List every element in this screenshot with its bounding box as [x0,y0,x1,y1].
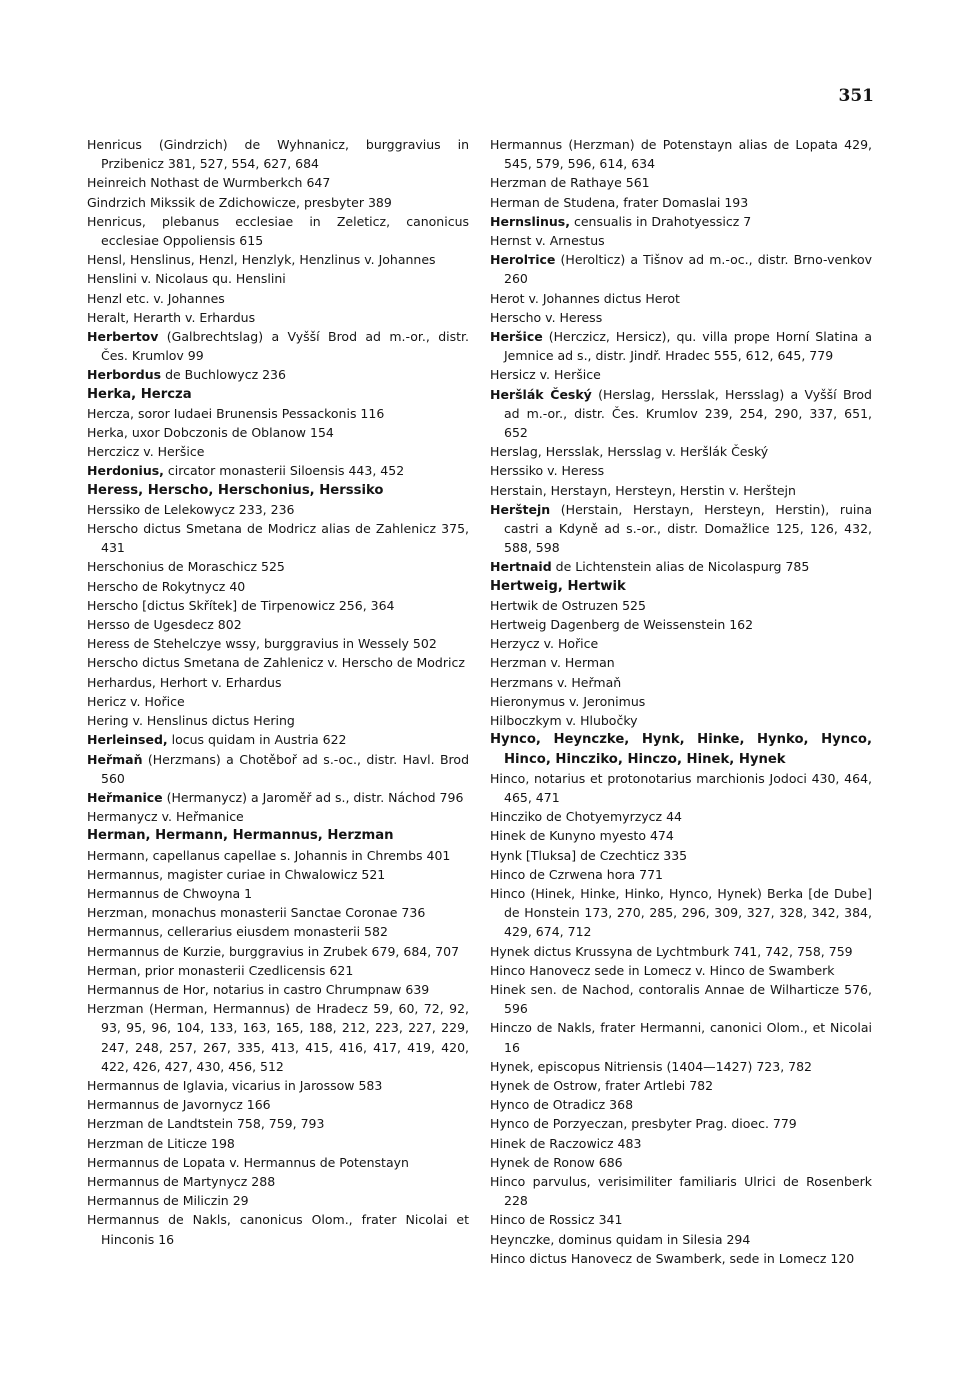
index-headword: Herleinsed, [87,732,168,748]
index-text: de Buchlowycz 236 [161,367,286,383]
index-entry [490,1114,872,1133]
index-entry [87,653,469,672]
index-entry [87,135,469,173]
index-text: Herssiko v. Heress [490,463,605,479]
index-text: Herzman de Liticze 198 [87,1135,235,1151]
index-entry [490,577,872,596]
index-text: Hermannus, magister curiae in Chwalowicz 521 [87,866,386,882]
index-entry [490,634,872,653]
index-entry [490,289,872,308]
index-entry [490,1249,872,1268]
index-entry [490,865,872,884]
index-entry [87,846,469,865]
index-text: Hinczo de Nakls, frater Hermanni, canonici Olom., et Nicolai 16 [490,1020,872,1055]
index-text: Herhardus, Herhort v. Erhardus [87,674,282,690]
index-text: Heress de Stehelczye wssy, burggravius in Wessely 502 [87,636,437,652]
index-text: Herzman v. Herman [490,655,615,671]
index-text: Gindrzich Mikssik de Zdichowicze, presbyter 389 [87,194,392,210]
index-entry [87,193,469,212]
index-text: Hermannus de Javornycz 166 [87,1097,271,1113]
index-entry [87,826,469,845]
index-text: Henzl etc. v. Johannes [87,290,225,306]
index-entry [87,481,469,500]
index-entry [490,826,872,845]
index-text: censualis in Drahotyessicz 7 [570,213,752,229]
index-headword: Heřmanice [87,789,163,805]
index-entry [87,308,469,327]
index-entry [490,711,872,730]
index-entry [87,289,469,308]
index-text: Herzman de Landtstein 758, 759, 793 [87,1116,325,1132]
index-entry [490,1018,872,1056]
index-column-left [87,135,469,1249]
index-text: Hinek sen. de Nachod, contoralis Annae de Wilharticze 576, 596 [490,981,872,1017]
index-entry [87,711,469,730]
index-text: Hermannus de Martynycz 288 [87,1173,276,1189]
index-headword: Hernslinus, [490,213,570,229]
index-entry [87,423,469,442]
index-text: Herscho de Rokytnycz 40 [87,578,246,594]
index-text: Herscho dictus Smetana de Modricz alias de Zahlenicz 375, 431 [87,521,469,556]
index-entry [87,884,469,903]
index-headword: Herka, Hercza [87,386,192,402]
index-text: Hermannus de Nakls, canonicus Olom., frater Nicolai et Hinconis 16 [87,1212,469,1247]
index-text: Hynek dictus Krussyna de Lychtmburk 741, 742, 758, 759 [490,943,853,959]
index-entry [87,461,469,480]
index-entry [490,1210,872,1229]
index-entry [490,730,872,768]
index-entry [490,673,872,692]
index-text: Hinco de Czrwena hora 771 [490,866,663,882]
index-text: (Herslag, Hersslak, Hersslag) a Vyšší Brod ad m.-or., distr. Čes. Krumlov 239, 254, 290, 337, 651, 652 [504,386,872,441]
index-text: Hermannus de Chwoyna 1 [87,885,253,901]
index-entry [87,1114,469,1133]
index-entry [490,365,872,384]
index-entry [490,884,872,942]
index-entry [87,250,469,269]
index-text: Hincziko de Chotyemyrzycz 44 [490,809,682,825]
index-headword: Heršlák Český [490,386,592,402]
index-text: Herot v. Johannes dictus Herot [490,290,680,306]
index-entry [490,500,872,558]
index-text: locus quidam in Austria 622 [167,732,347,748]
index-text: Henricus, plebanus ecclesiae in Zeleticz, canonicus ecclesiae Oppoliensis 615 [87,213,469,249]
index-text: Hernst v. Arnestus [490,233,605,249]
index-text: (Herzmans) a Chotěboř ad s.-oc., distr. Havl. Brod 560 [101,751,469,786]
index-entry [490,385,872,443]
index-text: Heynczke, dominus quidam in Silesia 294 [490,1231,751,1247]
index-text: Herka, uxor Dobczonis de Oblanow 154 [87,425,334,441]
index-entry [87,634,469,653]
index-text: Herscho dictus Smetana de Zahlenicz v. Herscho de Modricz [87,655,465,671]
index-text: Hermannus (Herzman) de Potenstayn alias de Lopata 429, 545, 579, 596, 614, 634 [490,137,872,172]
index-text: Hercza, soror Iudaei Brunensis Pessackonis 116 [87,405,385,421]
index-entry [87,750,469,788]
index-text: Heinreich Nothast de Wurmberkch 647 [87,175,331,191]
index-text: Hermannus de Iglavia, vicarius in Jarossow 583 [87,1077,383,1093]
index-text: (Herstain, Herstayn, Hersteyn, Herstin), ruina castri a Kdyně ad s.-or., distr. Domažlice 125, 126, 432, 588, 598 [504,501,872,556]
index-text: Hensl, Henslinus, Henzl, Henzlyk, Henzlinus v. Johannes [87,252,436,268]
index-entry [87,1210,469,1248]
index-entry [87,404,469,423]
index-text: circator monasterii Siloensis 443, 452 [163,463,405,479]
index-headword: Herolтice [490,252,556,268]
index-entry [87,922,469,941]
index-text: Hermann, capellanus capellae s. Johannis in Chrembs 401 [87,847,451,863]
index-entry [87,327,469,365]
index-text: (Galbrechtslag) a Vyšší Brod ad m.-or., distr. Čes. Krumlov 99 [101,329,469,364]
index-entry [87,1095,469,1114]
index-entry [87,173,469,192]
index-text: Henslini v. Nicolaus qu. Henslini [87,271,286,287]
index-text: (Herczicz, Hersicz), qu. villa prope Horní Slatina a Jemnice ad s., distr. Jindř. Hradec 555, 612, 645, 779 [504,329,872,364]
index-entry [490,461,872,480]
index-text: Herschonius de Moraschicz 525 [87,559,285,575]
index-text: Hynco de Otradicz 368 [490,1097,634,1113]
index-text: Herssiko de Lelekowycz 233, 236 [87,501,295,517]
index-entry [490,173,872,192]
index-entry [490,596,872,615]
index-text: Hering v. Henslinus dictus Hering [87,713,295,729]
index-entry [490,557,872,576]
index-entry [490,250,872,288]
index-entry [87,519,469,557]
index-text: Hertwik de Ostruzen 525 [490,597,646,613]
index-entry [87,673,469,692]
index-entry [490,327,872,365]
index-text: Hilboczkym v. Hlubočky [490,713,638,729]
index-headword: Hynco, Heynczke, Hynk, Hinke, Hynko, Hynco, Hinco, Hincziko, Hinczo, Hinek, Hynek [490,732,872,767]
index-entry [87,1172,469,1191]
index-entry [490,942,872,961]
index-entry [87,1153,469,1172]
index-text: Hinco, notarius et protonotarius marchionis Jodoci 430, 464, 465, 471 [490,770,872,805]
index-entry [87,557,469,576]
index-text: Herstain, Herstayn, Hersteyn, Herstin v. Herštejn [490,482,796,498]
index-entry [87,980,469,999]
index-entry [87,577,469,596]
index-text: Hermannus de Kurzie, burggravius in Zrubek 679, 684, 707 [87,943,460,959]
index-entry [87,615,469,634]
index-entry [490,442,872,461]
index-entry [490,980,872,1018]
index-entry [87,1076,469,1095]
index-entry [87,596,469,615]
index-headword: Herbordus [87,367,162,383]
index-entry [490,1057,872,1076]
index-entry [490,193,872,212]
index-headword: Herman, Hermann, Hermannus, Herzman [87,828,394,844]
index-text: Herman de Studena, frater Domaslai 193 [490,194,749,210]
index-text: Hertweig Dagenberg de Weissenstein 162 [490,617,754,633]
index-entry [490,961,872,980]
index-text: Hermannus de Hor, notarius in castro Chrumpnaw 639 [87,981,430,997]
index-text: Hinco (Hinek, Hinke, Hinko, Hynco, Hynek) Berka [de Dube] de Honstein 173, 270, 285, 296, 309, 327, 328, 342, 384, 429, 674, 712 [490,885,872,940]
index-headword: Herbertov [87,329,159,345]
index-text: Hinco parvulus, verisimiliter familiaris Ulrici de Rosenberk 228 [490,1173,872,1209]
index-entry [490,653,872,672]
index-text: Hericz v. Hořice [87,693,185,709]
index-text: Hinek de Kunyno myesto 474 [490,828,674,844]
index-text: Hynek, episcopus Nitriensis (1404—1427) 723, 782 [490,1058,813,1074]
index-entry [490,231,872,250]
index-headword: Hertweig, Hertwik [490,578,626,594]
index-entry [87,1191,469,1210]
index-text: Herzman, monachus monasterii Sanctae Coronae 736 [87,905,426,921]
index-text: Herczicz v. Heršice [87,444,205,460]
index-text: Hermannus de Miliczin 29 [87,1193,249,1209]
index-entry [87,730,469,749]
index-text: Hermannus, cellerarius eiusdem monasterii 582 [87,924,388,940]
index-text: Heralt, Herarth v. Erhardus [87,309,256,325]
index-text: Herzman de Rathaye 561 [490,175,650,191]
index-entry [87,942,469,961]
index-entry [490,846,872,865]
index-text: Herzmans v. Heřmaň [490,674,622,690]
index-entry [490,481,872,500]
index-text: (Herolticz) a Tišnov ad m.-oc., distr. Brno-venkov 260 [504,252,872,287]
index-text: Hinco dictus Hanovecz de Swamberk, sede in Lomecz 120 [490,1250,855,1266]
index-entry [87,269,469,288]
index-entry [87,865,469,884]
index-text: Herscho v. Heress [490,309,603,325]
index-entry [87,788,469,807]
index-text: Hersicz v. Heršice [490,367,601,383]
index-text: Hermannus de Lopata v. Hermannus de Potenstayn [87,1154,409,1170]
index-text: Hinco de Rossicz 341 [490,1212,623,1228]
index-text: Henricus (Gindrzich) de Wyhnanicz, burggravius in Przibenicz 381, 527, 554, 627, 684 [87,137,469,172]
index-entry [87,999,469,1076]
index-entry [490,615,872,634]
index-headword: Herdonius, [87,463,164,479]
index-entry [490,1153,872,1172]
index-entry [490,1134,872,1153]
index-text: Herzman (Herman, Hermannus) de Hradecz 59, 60, 72, 92, 93, 95, 96, 104, 133, 163, 165, 188, 212, 223, 227, 229, 247, 248, 257, 267, 335, 413, 415, 416, 417, 419, 420, 422, 426, 427, 430, 456, 512 [87,1001,469,1074]
index-text: Hynk [Tluksa] de Czechticz 335 [490,847,688,863]
index-entry [490,1230,872,1249]
index-entry [490,692,872,711]
index-entry [87,692,469,711]
index-entry [87,500,469,519]
index-text: (Hermanycz) a Jaroměř ad s., distr. Náchod 796 [162,789,464,805]
page-number: 351 [838,86,874,106]
index-text: Hynek de Ronow 686 [490,1154,623,1170]
index-entry [87,365,469,384]
index-entry [490,212,872,231]
index-text: Hinco Hanovecz sede in Lomecz v. Hinco de Swamberk [490,962,835,978]
index-entry [87,442,469,461]
index-text: Hinek de Raczowicz 483 [490,1135,642,1151]
index-entry [87,212,469,250]
index-headword: Heřmaň [87,751,143,767]
index-entry [490,769,872,807]
index-entry [490,135,872,173]
index-text: de Lichtenstein alias de Nicolaspurg 785 [551,559,810,575]
index-entry [87,1134,469,1153]
index-text: Herslag, Hersslak, Hersslag v. Heršlák Český [490,444,769,460]
index-text: Hynek de Ostrow, frater Artlebi 782 [490,1077,714,1093]
index-entry [490,1076,872,1095]
index-headword: Hertnaid [490,559,552,575]
index-entry [490,308,872,327]
index-headword: Heršice [490,329,543,345]
index-entry [87,385,469,404]
index-text: Hynco de Porzyeczan, presbyter Prag. dioec. 779 [490,1116,797,1132]
index-text: Herscho [dictus Skřítek] de Tirpenowicz 256, 364 [87,597,395,613]
index-headword: Heress, Herscho, Herschonius, Herssiko [87,482,384,498]
index-text: Hermanycz v. Heřmanice [87,809,244,825]
index-entry [87,807,469,826]
index-entry [490,1172,872,1210]
index-entry [490,1095,872,1114]
index-text: Herman, prior monasterii Czedlicensis 621 [87,962,354,978]
index-text: Herzycz v. Hořice [490,636,599,652]
index-entry [87,903,469,922]
index-entry [490,807,872,826]
index-text: Hersso de Ugesdecz 802 [87,617,242,633]
index-column-right [490,135,872,1268]
index-headword: Herštejn [490,501,551,517]
index-entry [87,961,469,980]
index-text: Hieronymus v. Jeronimus [490,693,646,709]
